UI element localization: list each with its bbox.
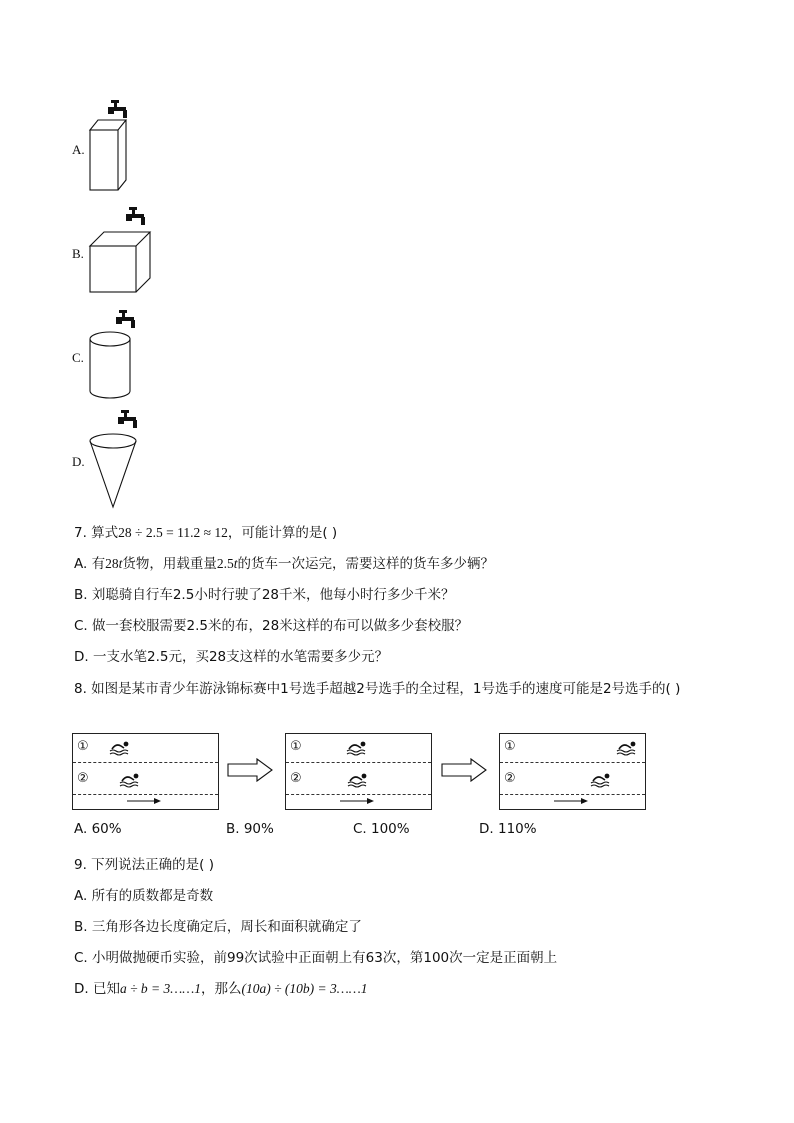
lane-divider bbox=[73, 762, 218, 763]
q7-a-unit: t bbox=[233, 556, 238, 571]
lane-divider bbox=[286, 762, 431, 763]
q8-option-b: B. 90% bbox=[226, 821, 274, 837]
faucet-icon bbox=[114, 410, 140, 432]
q9-d-formula: a ÷ b = 3……1 bbox=[119, 981, 202, 996]
q8-option-c: C. 100% bbox=[353, 821, 410, 837]
q9-option-b: B. 三角形各边长度确定后，周长和面积就确定了 bbox=[74, 919, 362, 935]
right-arrow-icon bbox=[441, 758, 487, 782]
q7-stem bbox=[74, 521, 337, 541]
swimmer-icon bbox=[109, 741, 131, 755]
lane-divider bbox=[500, 762, 645, 763]
race-panel-1 bbox=[72, 733, 219, 810]
q9-d-text: ，那么 bbox=[201, 981, 242, 997]
swimmer-icon bbox=[346, 741, 368, 755]
q7-option-a bbox=[74, 552, 494, 572]
q9-option-a: A. 所有的质数都是奇数 bbox=[74, 888, 214, 904]
q7-a-unit: t bbox=[118, 556, 123, 571]
swimmer-icon bbox=[590, 773, 612, 787]
direction-arrow-icon bbox=[554, 797, 588, 805]
swimmer-icon bbox=[347, 773, 369, 787]
cube-shape bbox=[88, 230, 154, 296]
cuboid-shape bbox=[88, 118, 130, 192]
q7-option-b: B. 刘聪骑自行车2.5小时行驶了28千米，他每小时行多少千米？ bbox=[74, 587, 455, 603]
q7-stem-suffix: ，可能计算的是( ) bbox=[227, 525, 338, 541]
cone-shape bbox=[88, 432, 140, 510]
q9-d-text: D. 已知 bbox=[74, 981, 120, 997]
option-letter: B. bbox=[72, 246, 84, 261]
q7-a-number: 2.5 bbox=[216, 556, 234, 571]
option-letter: A. bbox=[72, 142, 85, 157]
lane-divider bbox=[286, 794, 431, 795]
q7-formula: 28 ÷ 2.5 = 11.2 ≈ 12 bbox=[118, 525, 228, 540]
swimmer-icon bbox=[616, 741, 638, 755]
q7-a-number: 28 bbox=[105, 556, 119, 571]
lane-2-label: ② bbox=[290, 771, 302, 786]
lane-divider bbox=[500, 794, 645, 795]
q8-stem: 8. 如图是某市青少年游泳锦标赛中1号选手超越2号选手的全过程，1号选手的速度可能是2号选手的( ) bbox=[74, 681, 681, 697]
lane-1-label: ① bbox=[77, 739, 89, 754]
swimmer-icon bbox=[119, 773, 141, 787]
option-letter: C. bbox=[72, 350, 84, 365]
q7-a-text: 货物，用载重量 bbox=[122, 556, 217, 572]
faucet-icon bbox=[122, 207, 148, 229]
right-arrow-icon bbox=[227, 758, 273, 782]
lane-2-label: ② bbox=[504, 771, 516, 786]
lane-2-label: ② bbox=[77, 771, 89, 786]
direction-arrow-icon bbox=[340, 797, 374, 805]
option-letter: D. bbox=[72, 454, 85, 469]
lane-divider bbox=[73, 794, 218, 795]
q9-d-formula: (10a) ÷ (10b) = 3……1 bbox=[241, 981, 368, 996]
q8-option-d: D. 110% bbox=[479, 821, 537, 837]
race-panel-2 bbox=[285, 733, 432, 810]
faucet-icon bbox=[112, 310, 138, 332]
q7-option-c: C. 做一套校服需要2.5米的布，28米这样的布可以做多少套校服？ bbox=[74, 618, 469, 634]
direction-arrow-icon bbox=[127, 797, 161, 805]
q7-stem-text: 7. 算式 bbox=[74, 525, 119, 541]
q9-option-d bbox=[74, 977, 368, 997]
lane-1-label: ① bbox=[290, 739, 302, 754]
q7-a-text: A. 有 bbox=[74, 556, 106, 572]
q7-option-d: D. 一支水笔2.5元，买28支这样的水笔需要多少元？ bbox=[74, 649, 389, 665]
q9-stem: 9. 下列说法正确的是( ) bbox=[74, 857, 214, 873]
race-panel-3 bbox=[499, 733, 646, 810]
cylinder-shape bbox=[88, 330, 134, 400]
q8-option-a: A. 60% bbox=[74, 821, 122, 837]
q9-option-c: C. 小明做抛硬币实验，前99次试验中正面朝上有63次，第100次一定是正面朝上 bbox=[74, 950, 558, 966]
q7-a-text: 的货车一次运完，需要这样的货车多少辆？ bbox=[237, 556, 494, 572]
lane-1-label: ① bbox=[504, 739, 516, 754]
